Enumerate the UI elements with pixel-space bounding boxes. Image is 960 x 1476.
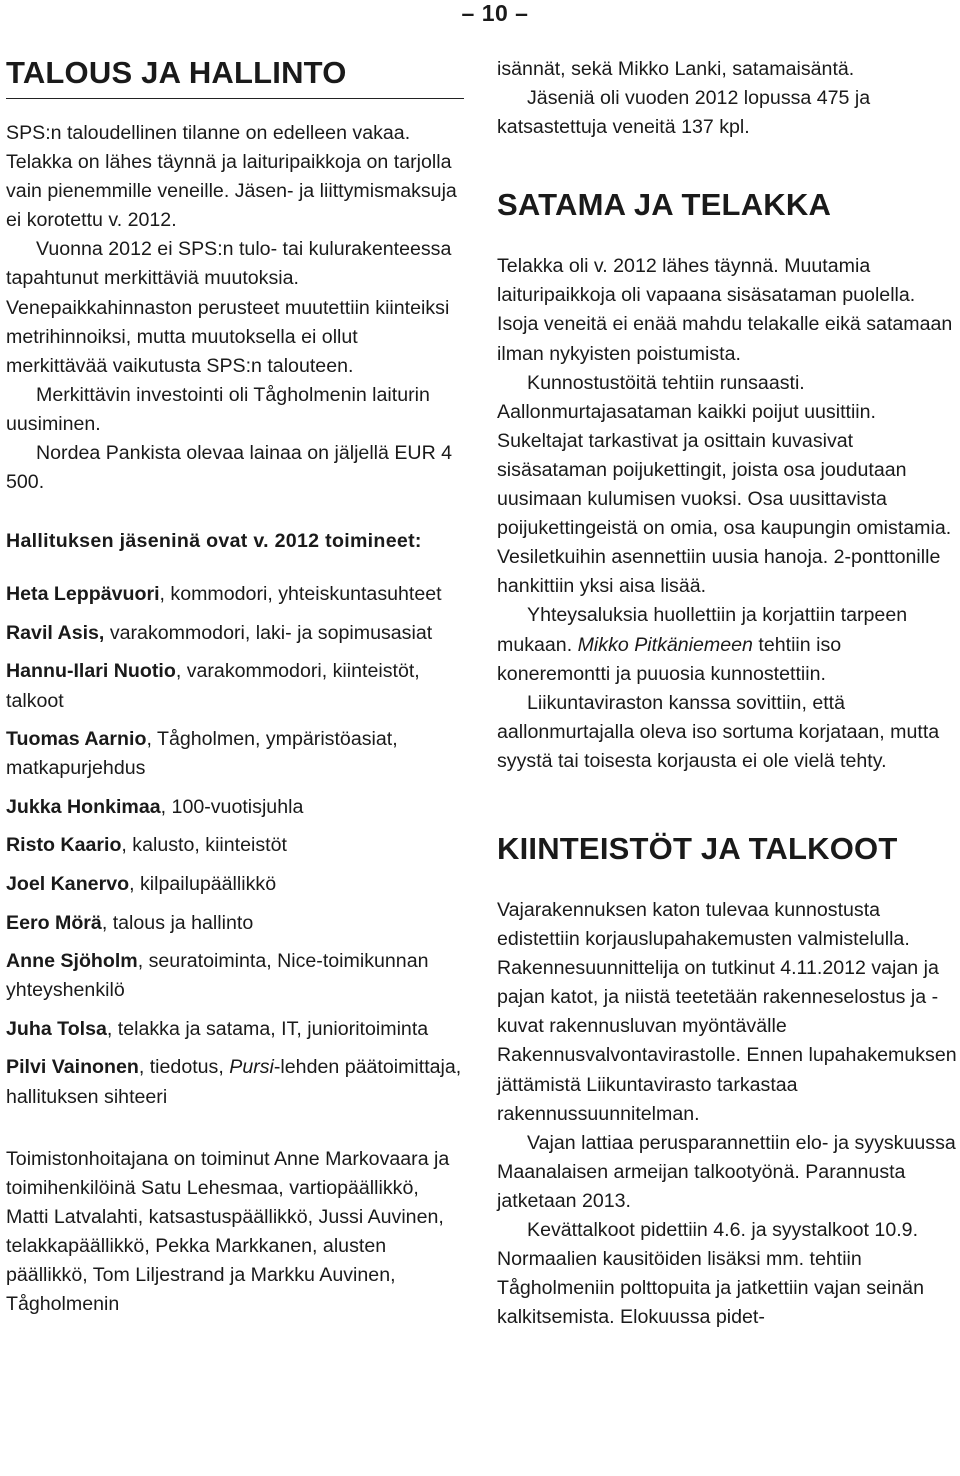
member-role: , kilpailupäällikkö [129,872,277,895]
board-member [6,870,464,899]
member-role: , Tågholmen, ympäristöasiat, matkapurjehdus [6,728,398,780]
member-name: Jukka Honkimaa [6,795,161,818]
member-role: -lehden päätoimittaja, hallituksen sihteeri [6,1056,462,1108]
member-role-italic: Pursi [229,1056,274,1079]
member-name: Hannu-Ilari Nuotio [6,660,176,683]
member-role: varakommodori, laki- ja sopimusasiat [104,621,433,644]
paragraph-loan: Nordea Pankista olevaa lainaa on jäljellä EUR 4 500. [6,442,453,494]
paragraph-continuation: isännät, sekä Mikko Lanki, satamaisäntä. [497,58,855,80]
harbour-3-text: Yhteysaluksia huollettiin ja korjattiin tarpeen mukaan. [497,604,908,656]
board-member [6,725,464,783]
board-member [6,909,464,938]
member-name: Anne Sjöholm [6,950,138,973]
right-column [497,55,957,1332]
paragraph-properties-2: Vajan lattiaa perusparannettiin elo- ja syyskuussa Maanalaisen armeijan talkootyönä. Parannusta jatketaan 2013. [497,1131,956,1212]
paragraph-investment: Merkittävin investointi oli Tågholmenin laiturin uusiminen. [6,383,430,435]
section-heading-satama: SATAMA JA TELAKKA [497,187,832,223]
board-member [6,580,464,609]
member-role: , seuratoiminta, Nice-toimikunnan yhteyshenkilö [6,950,429,1002]
member-role: , 100-vuotisjuhla [160,795,304,818]
paragraph-harbour-2: Kunnostustöitä tehtiin runsaasti. Aallonmurtajasataman kaikki poijut uusittiin. Sukeltajat tarkastivat ja osittain kuvasivat sisäsataman poijukettingit, joista osa joudutaan uusimaan kulumisen vuoksi. Osa uusittavista poijukettingeistä on omia, osa kaupungin omistamia. Vesiletkuihin asennettiin uusia hanoja. 2-ponttonille hankittiin yksi aisa lisää. [497,371,952,598]
paragraph-harbour-4: Liikuntaviraston kanssa sovittiin, että aallonmurtajalla oleva iso sortuma korjataan, mutta syystä tai toisesta korjausta ei ole vielä tehty. [497,691,940,772]
section-heading-talous: TALOUS JA HALLINTO [6,55,347,90]
section-heading-kiinteistot: KIINTEISTÖT JA TALKOOT [497,830,898,866]
member-name: Risto Kaario [6,834,122,857]
member-role: , talous ja hallinto [101,911,254,934]
paragraph-properties-3: Kevättalkoot pidettiin 4.6. ja syystalkoot 10.9. Normaalien kausitöiden lisäksi mm. tehtiin Tågholmeniin polttopuita ja jatkettiin vajan seinän kalkitsemista. Elokuussa pidet- [497,1219,924,1329]
member-name: Tuomas Aarnio [6,728,147,751]
board-member [6,657,464,715]
paragraph-properties-1: Vajarakennuksen katon tulevaa kunnostusta edistettiin korjauslupahakemusten valmistelulla. Rakennesuunnittelija on tutkinut 4.11.2012 vajan ja pajan katot, ja niistä teetetään rakenneselostus ja -kuvat rakennusluvan myöntävälle Rakennusvalvontavirastolle. Ennen lupahakemuksen jättämistä Liikuntavirasto tarkastaa rakennussuunnitelman. [497,898,957,1125]
member-name: Joel Kanervo [6,872,130,895]
board-member [6,1015,464,1044]
boat-name: Mikko Pitkäniemeen [577,633,753,656]
member-name: Juha Tolsa [6,1017,107,1040]
member-name: Pilvi Vainonen [6,1056,139,1079]
paragraph-members-count: Jäseniä oli vuoden 2012 lopussa 475 ja katsastettuja veneitä 137 kpl. [497,87,871,139]
board-heading: Hallituksen jäseninä ovat v. 2012 toimineet: [6,530,422,553]
paragraph-harbour-3 [497,601,957,688]
board-member [6,831,464,860]
left-column [6,56,464,1319]
board-member [6,947,464,1005]
board-member [6,793,464,822]
member-role: , kalusto, kiinteistöt [121,834,287,857]
member-name: Heta Leppävuori [6,583,160,606]
member-role: , varakommodori, kiinteistöt, talkoot [6,660,420,712]
member-name: Eero Mörä [6,911,102,934]
member-name: Ravil Asis, [6,621,105,644]
member-role: , kommodori, yhteiskuntasuhteet [159,583,442,606]
paragraph-structure: Vuonna 2012 ei SPS:n tulo- tai kulurakenteessa tapahtunut merkittäviä muutoksia. Venepaikkahinnaston perusteet muutettiin kiinteiksi metrihinnoiksi, mutta muutoksella ei ollut merkittävää vaikutusta SPS:n talouteen. [6,238,452,377]
paragraph-office-staff: Toimistonhoitajana on toiminut Anne Markovaara ja toimihenkilöinä Satu Lehesmaa, vartiopäällikkö, Matti Latvalahti, katsastuspäällikkö, Jussi Auvinen, telakkapäällikkö, Pekka Markkanen, alusten päällikkö, Tom Liljestrand ja Markku Auvinen, Tågholmenin [6,1147,450,1316]
member-role: , telakka ja satama, IT, junioritoiminta [106,1017,429,1040]
member-role: , tiedotus, [138,1056,230,1079]
board-member [6,619,464,648]
paragraph-finance: SPS:n taloudellinen tilanne on edelleen vakaa. Telakka on lähes täynnä ja laituripaikkoja on tarjolla vain pienemmille veneille. Jäsen- ja liittymismaksuja ei korotettu v. 2012. [6,122,457,232]
board-member [6,1053,464,1111]
paragraph-harbour-1: Telakka oli v. 2012 lähes täynnä. Muutamia laituripaikkoja oli vapaana sisäsataman puolella. Isoja veneitä ei enää mahdu telakalle eikä satamaan ilman nykyisten poistumista. [497,255,953,365]
page-number: – 10 – [461,0,529,26]
harbour-3-text: tehtiin iso koneremontti ja puuosia kunnostettiin. [497,633,842,685]
